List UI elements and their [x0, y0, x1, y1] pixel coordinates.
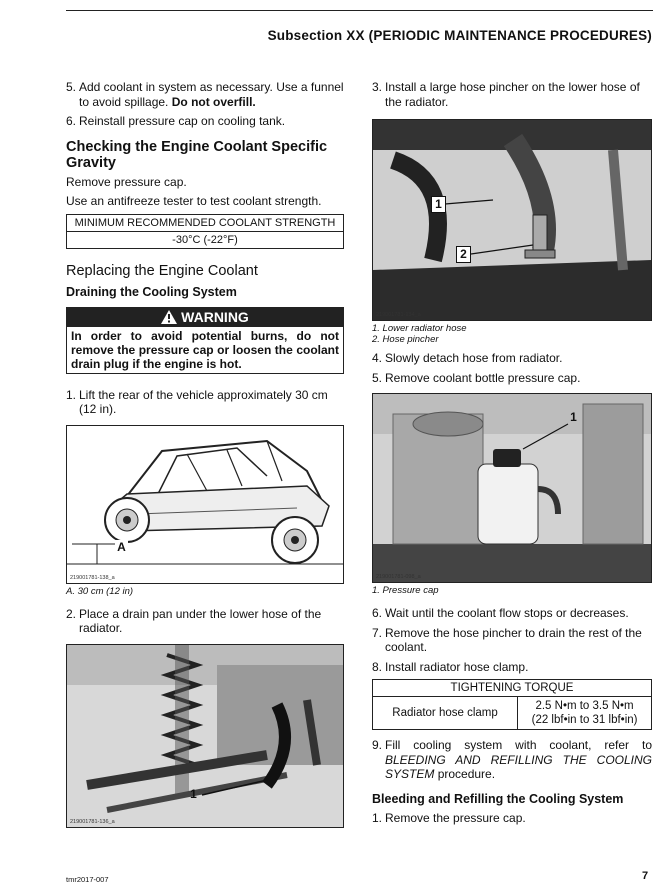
- section-title-replacing-coolant: Replacing the Engine Coolant: [66, 262, 258, 279]
- step-text: Remove the hose pincher to drain the rest of the coolant.: [385, 625, 642, 654]
- callout-1: 1: [190, 786, 197, 801]
- table-header: TIGHTENING TORQUE: [373, 680, 652, 697]
- step-text: Lift the rear of the vehicle approximately 30 cm (12 in).: [79, 387, 328, 416]
- paragraph: Remove pressure cap.: [66, 174, 187, 189]
- coolant-strength-table: [66, 214, 344, 249]
- table-cell-value: [518, 697, 652, 730]
- step-4-detach-hose: [372, 351, 652, 366]
- right-column: [372, 80, 652, 830]
- step-2-drain-pan: [66, 607, 344, 636]
- footer-doc-id: tmr2017-007: [66, 875, 109, 884]
- step-number: 5.: [66, 80, 77, 94]
- callout-2: 2: [456, 246, 471, 263]
- radiator-hose-illustration: [373, 120, 651, 320]
- figure-pressure-cap: [372, 393, 652, 583]
- step-9-fill-system: [372, 738, 652, 782]
- coolant-bottle-illustration: [373, 394, 651, 582]
- step-number: 2.: [66, 606, 77, 621]
- subsection-title-draining: Draining the Cooling System: [66, 284, 237, 299]
- step-number: 8.: [372, 659, 383, 674]
- step-text: Install a large hose pincher on the lower hose of the radiator.: [385, 80, 640, 109]
- caption-line: 1. Lower radiator hose: [372, 323, 467, 334]
- step-5-add-coolant: [66, 80, 344, 109]
- procedure-reference-link[interactable]: BLEEDING AND REFILLING THE COOLING SYSTEM: [385, 752, 652, 781]
- warning-triangle-icon: [161, 310, 177, 324]
- step-text-tail: procedure.: [437, 767, 496, 781]
- figure-caption: [372, 323, 652, 345]
- warning-text: In order to avoid potential burns, do not remove the pressure cap or loosen the coolant drain plug if the engine is hot.: [66, 327, 344, 374]
- step-number: 1.: [66, 387, 77, 402]
- step-text: Add coolant in system as necessary. Use a funnel to avoid spillage.: [79, 80, 344, 109]
- step-text: Place a drain pan under the lower hose of the radiator.: [79, 606, 322, 635]
- figure-caption: A. 30 cm (12 in): [66, 585, 134, 597]
- figure-code: 219001781-136_a: [70, 818, 115, 825]
- step-text: Remove coolant bottle pressure cap.: [385, 370, 581, 385]
- callout-a: A: [115, 540, 128, 555]
- warning-label: WARNING: [181, 308, 249, 325]
- step-number: 4.: [372, 351, 383, 365]
- caption-line: 2. Hose pincher: [372, 334, 439, 345]
- step-text: Remove the pressure cap.: [385, 810, 526, 825]
- suspension-photo-illustration: [67, 645, 343, 827]
- paragraph: Use an antifreeze tester to test coolant strength.: [66, 194, 322, 208]
- step-number: 3.: [372, 80, 383, 94]
- torque-imperial: (22 lbf•in to 31 lbf•in): [531, 714, 638, 726]
- callout-1: 1: [570, 410, 577, 424]
- step-number: 5.: [372, 370, 383, 385]
- figure-vehicle-lifted: [66, 425, 344, 584]
- figure-code: 219001781-098_a: [376, 574, 421, 580]
- step-8-install-clamp: [372, 660, 652, 675]
- tightening-torque-table: [372, 679, 652, 730]
- step-text: Fill cooling system with coolant, refer to: [385, 738, 652, 752]
- bleeding-step-1: [372, 811, 652, 826]
- step-5-remove-cap: [372, 371, 652, 386]
- step-emphasis: Do not overfill.: [171, 94, 256, 109]
- table-header: MINIMUM RECOMMENDED COOLANT STRENGTH: [67, 214, 344, 231]
- figure-code: 219001781-134_a: [376, 312, 421, 318]
- step-number: 6.: [372, 606, 383, 620]
- figure-caption: 1. Pressure cap: [372, 585, 439, 596]
- subsection-title-bleeding: Bleeding and Refilling the Cooling System: [372, 791, 624, 806]
- warning-header: [66, 307, 344, 327]
- callout-1: 1: [431, 196, 446, 213]
- figure-lower-hose: [66, 644, 344, 828]
- step-number: 6.: [66, 114, 77, 128]
- section-title-specific-gravity: Checking the Engine Coolant Specific Gravity: [66, 138, 328, 171]
- step-text: Reinstall pressure cap on cooling tank.: [79, 114, 286, 128]
- step-6-reinstall-cap: [66, 114, 344, 129]
- left-column: [66, 80, 344, 828]
- step-1-lift-vehicle: [66, 388, 344, 417]
- step-6-wait: [372, 606, 652, 621]
- vehicle-illustration: [67, 426, 343, 583]
- step-number: 1.: [372, 810, 383, 825]
- page-number: 7: [642, 870, 649, 882]
- step-text: Install radiator hose clamp.: [385, 659, 529, 674]
- step-number: 7.: [372, 625, 383, 640]
- step-number: 9.: [372, 738, 383, 752]
- page-header-title: Subsection XX (PERIODIC MAINTENANCE PROCEDURES): [267, 28, 652, 43]
- step-3-hose-pincher: [372, 80, 652, 109]
- step-text: Wait until the coolant flow stops or decreases.: [385, 606, 629, 620]
- figure-radiator-hose: [372, 119, 652, 321]
- header-rule: [66, 10, 653, 11]
- warning-box: [66, 307, 344, 374]
- step-7-remove-pincher: [372, 626, 652, 655]
- step-text: Slowly detach hose from radiator.: [385, 351, 563, 365]
- torque-metric: 2.5 N•m to 3.5 N•m: [535, 700, 634, 712]
- table-cell: -30°C (-22°F): [67, 231, 344, 248]
- figure-code: 219001781-138_a: [70, 574, 115, 581]
- table-cell-item: Radiator hose clamp: [373, 697, 518, 730]
